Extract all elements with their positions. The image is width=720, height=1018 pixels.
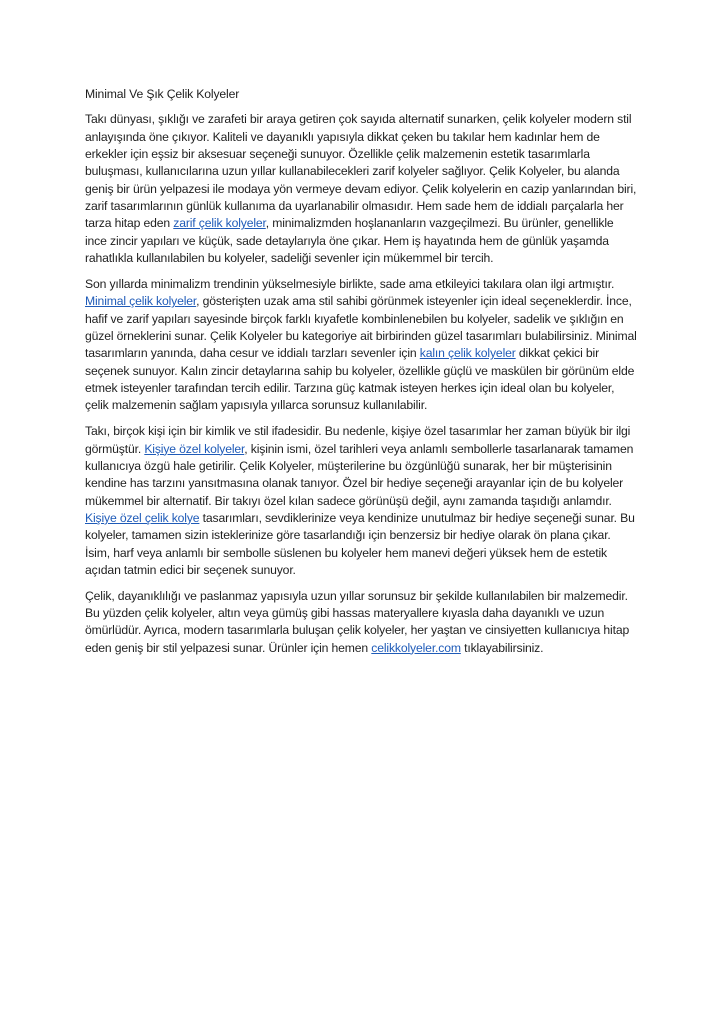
paragraph-durability xyxy=(85,588,637,657)
paragraph-text: tıklayabilirsiniz. xyxy=(460,640,544,655)
link-zarif-celik-kolyeler[interactable]: zarif çelik kolyeler xyxy=(173,216,266,231)
link-kisiye-ozel-kolyeler[interactable]: Kişiye özel kolyeler xyxy=(144,441,245,456)
paragraph-minimalism xyxy=(85,276,637,415)
paragraph-text: Takı dünyası, şıklığı ve zarafeti bir araya getiren çok sayıda alternatif sunarken, çelik kolyeler modern stil anlayışında öne çıkıyor. Kaliteli ve dayanıklı yapısıyla dikkat çeken bu takılar hem kadınlar hem de erkekler için eşsiz bir aksesuar seçeneği sunuyor. Özellikle çelik malzemenin estetik tasarımlarla buluşması, kullanıcılarına uzun yıllar kullanabilecekleri zarif kolyeler sağlıyor. Çelik Kolyeler, bu alanda geniş bir ürün yelpazesi ile modaya yön vermeye devam ediyor. Çelik kolyelerin en cazip yanlarından biri, zarif tasarımlarının günlük kullanıma da uyarlanabilir olmasıdır. Hem sade hem de iddialı parçalarla her tarza hitap eden xyxy=(85,112,637,231)
paragraph-text: Takı, birçok kişi için bir kimlik ve stil ifadesidir. Bu nedenle, kişiye özel tasarımlar her zaman büyük bir ilgi görmüştür. xyxy=(85,424,631,456)
paragraph-text: , minimalizmden hoşlananların vazgeçilmezi. Bu ürünler, genellikle ince zincir yapıları ve küçük, sade detaylarıyla öne çıkar. Hem iş hayatında hem de günlük yaşamda rahatlıkla kullanılabilen bu kolyeler, sadeliği sevenler için mükemmel bir tercih. xyxy=(85,216,614,266)
link-minimal-celik-kolyeler[interactable]: Minimal çelik kolyeler xyxy=(85,294,197,309)
paragraph-text: Son yıllarda minimalizm trendinin yükselmesiyle birlikte, sade ama etkileyici takılara olan ilgi artmıştır. xyxy=(85,276,615,291)
link-kisiye-ozel-celik-kolye[interactable]: Kişiye özel çelik kolye xyxy=(85,510,200,525)
paragraph-text: Çelik, dayanıklılığı ve paslanmaz yapısıyla uzun yıllar sorunsuz bir şekilde kullanılabilen bir malzemedir. Bu yüzden çelik kolyeler, altın veya gümüş gibi hassas materyallere kıyasla daha dayanıklı ve uzun ömürlüdür. Ayrıca, modern tasarımlarla buluşan çelik kolyeler, her yaştan ve cinsiyetten kullanıcıya hitap eden geniş bir stil yelpazesi sunar. Ürünler için hemen xyxy=(85,588,630,655)
paragraph-text: dikkat çekici bir seçenek sunuyor. Kalın zincir detaylarına sahip bu kolyeler, özellikle güçlü ve maskülen bir görünüm elde etmek isteyenler tarafından tercih edilir. Tarzına güç katmak isteyen herkes için ideal olan bu kolyeler, çelik malzemenin sağlam yapısıyla yıllarca sorunsuz kullanılabilir. xyxy=(85,346,635,413)
paragraph-text: tasarımları, sevdiklerinize veya kendinize unutulmaz bir hediye seçeneği sunar. Bu kolyeler, tamamen sizin isteklerinize göre tasarlandığı için benzersiz bir hediye olarak ön plana çıkar. İsim, harf veya anlamlı bir sembolle süslenen bu kolyeler hem manevi değeri yüksek hem de estetik açıdan tatmin edici bir seçenek sunuyor. xyxy=(85,510,635,577)
paragraph-text: , gösterişten uzak ama stil sahibi görünmek isteyenler için ideal seçeneklerdir. İnce, hafif ve zarif yapıları sayesinde birçok farklı kıyafetle kombinlenebilen bu kolyeler, sadelik ve şıklığın en güzel örneklerini sunar. Çelik Kolyeler bu kategoriye ait birbirinden güzel tasarımları bulabilirsiniz. Minimal tasarımların yanında, daha cesur ve iddialı tarzları sevenler için xyxy=(85,294,637,361)
paragraph-intro xyxy=(85,111,637,267)
link-kalin-celik-kolyeler[interactable]: kalın çelik kolyeler xyxy=(419,346,516,361)
paragraph-personalized xyxy=(85,423,637,579)
paragraph-text: , kişinin ismi, özel tarihleri veya anlamlı sembollerle tasarlanarak tamamen kullanıcıya özgü hale getirilir. Çelik Kolyeler, müşterilerine bu özgünlüğü sunarak, her bir müşterisinin kendine has tarzını yansıtmasına olanak tanıyor. Özel bir hediye seçeneği arayanlar için de bu kolyeler mükemmel bir alternatif. Bir takıyı özel kılan sadece görünüşü değil, aynı zamanda taşıdığı anlamdır. xyxy=(85,441,634,508)
link-celikkolyeler-com[interactable]: celikkolyeler.com xyxy=(371,640,461,655)
document-page xyxy=(85,86,637,666)
document-title: Minimal Ve Şık Çelik Kolyeler xyxy=(85,87,240,101)
